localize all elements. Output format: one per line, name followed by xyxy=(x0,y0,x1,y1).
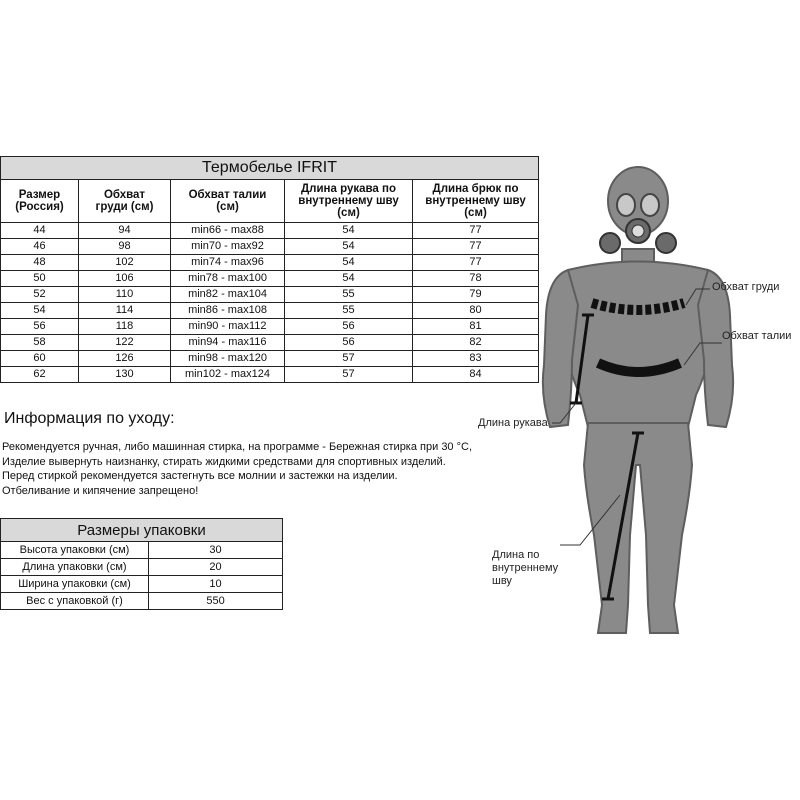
size-chart-cell: min82 - max104 xyxy=(171,287,285,303)
size-chart-cell: 48 xyxy=(1,255,79,271)
size-chart-header-cell: Обхват груди (см) xyxy=(79,180,171,223)
size-chart-table xyxy=(0,156,539,383)
size-chart-cell: 56 xyxy=(285,335,413,351)
size-chart-cell: 84 xyxy=(413,367,539,383)
sleeve-callout-label: Длина рукава xyxy=(478,417,548,429)
packaging-label-cell: Высота упаковки (см) xyxy=(1,542,149,559)
size-chart-header-cell: Длина рукава по внутреннему шву (см) xyxy=(285,180,413,223)
size-chart-cell: 54 xyxy=(285,223,413,239)
size-chart-row xyxy=(1,239,539,255)
size-chart-cell: min78 - max100 xyxy=(171,271,285,287)
size-chart-row xyxy=(1,223,539,239)
body-measurement-figure xyxy=(460,165,800,650)
size-chart-cell: min70 - max92 xyxy=(171,239,285,255)
size-chart-cell: 79 xyxy=(413,287,539,303)
size-chart-cell: 82 xyxy=(413,335,539,351)
packaging-value-cell: 550 xyxy=(149,593,283,610)
care-info-text xyxy=(2,440,472,498)
size-chart-row xyxy=(1,319,539,335)
size-chart-cell: 77 xyxy=(413,255,539,271)
inseam-callout-label: Длина по внутреннему шву xyxy=(492,549,559,587)
size-chart-cell: 57 xyxy=(285,367,413,383)
size-chart-cell: 57 xyxy=(285,351,413,367)
size-chart-header-cell: Длина брюк по внутреннему шву (см) xyxy=(413,180,539,223)
size-chart-cell: 52 xyxy=(1,287,79,303)
size-chart-cell: 54 xyxy=(285,255,413,271)
care-info-line: Отбеливание и кипячение запрещено! xyxy=(2,484,199,497)
size-chart-row xyxy=(1,255,539,271)
packaging-value-cell: 10 xyxy=(149,576,283,593)
packaging-label-cell: Ширина упаковки (см) xyxy=(1,576,149,593)
packaging-body xyxy=(1,542,283,610)
size-chart-cell: 81 xyxy=(413,319,539,335)
size-chart-cell: 102 xyxy=(79,255,171,271)
size-chart-cell: 77 xyxy=(413,239,539,255)
size-chart-cell: 122 xyxy=(79,335,171,351)
size-chart-row xyxy=(1,351,539,367)
size-chart-cell: 60 xyxy=(1,351,79,367)
care-info-line: Перед стиркой рекомендуется застегнуть все молнии и застежки на изделии. xyxy=(2,470,398,482)
size-chart-row xyxy=(1,271,539,287)
size-chart-cell: 62 xyxy=(1,367,79,383)
size-chart-cell: 54 xyxy=(285,239,413,255)
size-chart-cell: 44 xyxy=(1,223,79,239)
size-chart-cell: min98 - max120 xyxy=(171,351,285,367)
packaging-row xyxy=(1,593,283,610)
size-chart-cell: 80 xyxy=(413,303,539,319)
size-chart-row xyxy=(1,367,539,383)
size-chart-title: Термобелье IFRIT xyxy=(1,157,539,180)
size-chart-cell: 55 xyxy=(285,303,413,319)
size-chart-cell: 83 xyxy=(413,351,539,367)
size-chart-cell: 46 xyxy=(1,239,79,255)
size-chart-cell: 126 xyxy=(79,351,171,367)
size-chart-header-cell: Размер (Россия) xyxy=(1,180,79,223)
size-chart-cell: 98 xyxy=(79,239,171,255)
size-chart-cell: 78 xyxy=(413,271,539,287)
size-chart-row xyxy=(1,303,539,319)
packaging-row xyxy=(1,576,283,593)
size-chart-cell: 55 xyxy=(285,287,413,303)
size-chart-cell: min86 - max108 xyxy=(171,303,285,319)
size-chart-cell: 54 xyxy=(285,271,413,287)
packaging-label-cell: Вес с упаковкой (г) xyxy=(1,593,149,610)
care-info-line: Изделие вывернуть наизнанку, стирать жидкими средствами для спортивных изделий. xyxy=(2,455,446,468)
size-chart-cell: 56 xyxy=(1,319,79,335)
size-chart-cell: 50 xyxy=(1,271,79,287)
size-chart-cell: 77 xyxy=(413,223,539,239)
size-chart-cell: 114 xyxy=(79,303,171,319)
size-chart-cell: min90 - max112 xyxy=(171,319,285,335)
size-chart-cell: 118 xyxy=(79,319,171,335)
size-chart-header-row xyxy=(1,180,539,223)
size-chart-body xyxy=(1,223,539,383)
packaging-row xyxy=(1,559,283,576)
size-chart-cell: 94 xyxy=(79,223,171,239)
size-chart-cell: min74 - max96 xyxy=(171,255,285,271)
packaging-row xyxy=(1,542,283,559)
packaging-label-cell: Длина упаковки (см) xyxy=(1,559,149,576)
size-chart-row xyxy=(1,287,539,303)
size-chart-cell: 106 xyxy=(79,271,171,287)
care-info-line: Рекомендуется ручная, либо машинная стирка, на программе - Бережная стирка при 30 °С, xyxy=(2,441,473,453)
size-chart-cell: 58 xyxy=(1,335,79,351)
packaging-value-cell: 20 xyxy=(149,559,283,576)
size-chart-cell: 54 xyxy=(1,303,79,319)
size-chart-cell: 130 xyxy=(79,367,171,383)
size-chart-header-cell: Обхват талии (см) xyxy=(171,180,285,223)
size-chart-cell: min102 - max124 xyxy=(171,367,285,383)
packaging-title: Размеры упаковки xyxy=(1,519,283,542)
waist-callout-label: Обхват талии xyxy=(722,330,792,342)
size-chart-cell: min94 - max116 xyxy=(171,335,285,351)
size-chart-cell: min66 - max88 xyxy=(171,223,285,239)
size-chart-row xyxy=(1,335,539,351)
size-chart-cell: 110 xyxy=(79,287,171,303)
care-info-title: Информация по уходу: xyxy=(4,410,175,427)
packaging-table xyxy=(0,518,283,610)
chest-callout-label: Обхват груди xyxy=(712,281,780,293)
packaging-value-cell: 30 xyxy=(149,542,283,559)
size-chart-cell: 56 xyxy=(285,319,413,335)
